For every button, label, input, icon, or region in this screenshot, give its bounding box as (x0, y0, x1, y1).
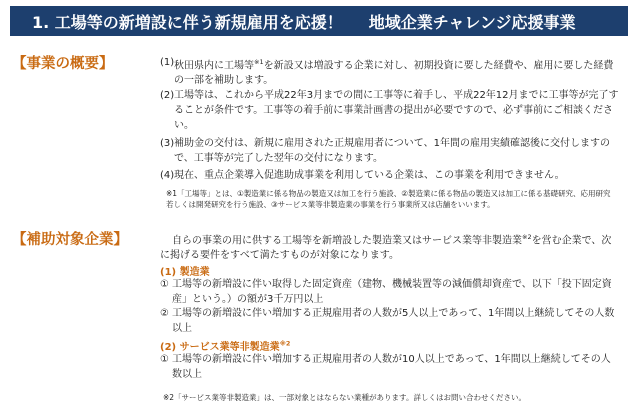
overview-footnote: ※1「工場等」とは、①製造業に係る物品の製造又は加工を行う施設、②製造業に係る物品の製造又は加工に係る基礎研究、応用研究若しくは開発研究を行う施設、③サービス業等非製造業の事業を行う事業所又は店舗をいいます。 (166, 189, 611, 209)
manufacturing-heading: (1) 製造業 (160, 267, 210, 278)
overview-item-2 (160, 88, 620, 133)
item-text-after: を新設又は増設する企業に対し、初期投資に要した経費や、雇用に要した経費の一部を補助します。 (174, 60, 614, 87)
item-text: 工場等の新増設に伴い増加する正規雇用者の人数が10人以上であって、1年間以上継続してその人数以上 (172, 354, 611, 380)
title-banner (10, 6, 628, 36)
service-heading (160, 338, 290, 353)
item-number: ① (160, 279, 169, 290)
service-item-1 (160, 352, 620, 382)
service-heading-text: (2) サービス業等非製造業 (160, 342, 280, 353)
item-text: 現在、重点企業導入促進助成事業を利用している企業は、この事業を利用できません。 (174, 170, 565, 181)
item-text: 工場等の新増設に伴い増加する正規雇用者の人数が5人以上であって、1年間以上継続してその人数以上 (172, 308, 615, 334)
item-number: (4) (160, 170, 175, 181)
item-text: 工場等は、これから平成22年3月までの間に工事等に着手し、平成22年12月までに工事等が完了することが条件です。工事等の着手前に事業計画書の提出が必要ですので、必ず事前にご相談ください。 (174, 90, 619, 131)
intro-text-after: を営む企業で、次に掲げる要件をすべて満たすものが対象になります。 (160, 235, 612, 262)
manufacturing-item-2 (160, 306, 620, 336)
overview-label: 【事業の概要】 (12, 56, 114, 72)
target-footnote: ※2「サービス業等非製造業」は、一部対象とはならない業種があります。詳しくはお問い合わせください。 (163, 393, 526, 402)
item-number: (3) (160, 138, 175, 149)
footnote-mark: ※1 (254, 58, 264, 66)
overview-item-1 (160, 55, 620, 88)
banner-title: 1. 工場等の新増設に伴う新規雇用を応援！ (32, 12, 343, 32)
banner-subtitle: 地域企業チャレンジ応援事業 (368, 12, 576, 32)
item-text: 補助金の交付は、新規に雇用された正規雇用者について、1年間の雇用実績確認後に交付しますので、工事等が完了した翌年の交付になります。 (174, 138, 610, 164)
item-number: ① (160, 354, 169, 365)
manufacturing-item-1 (160, 277, 620, 307)
item-number: ② (160, 308, 169, 319)
target-label: 【補助対象企業】 (12, 232, 128, 248)
target-intro (160, 230, 620, 263)
footnote-mark: ※2 (522, 233, 532, 241)
item-number: (1) (160, 57, 175, 68)
intro-text: 自らの事業の用に供する工場等を新増設した製造業又はサービス業等非製造業 (172, 235, 522, 247)
overview-item-4 (160, 168, 620, 183)
item-number: (2) (160, 90, 175, 101)
footnote-mark: ※2 (279, 339, 291, 348)
item-text: 秋田県内に工場等 (174, 60, 254, 72)
overview-item-3 (160, 136, 620, 166)
item-text: 工場等の新増設に伴い取得した固定資産（建物、機械装置等の減価償却資産で、以下「投下固定資産」という。）の額が3千万円以上 (172, 279, 612, 305)
